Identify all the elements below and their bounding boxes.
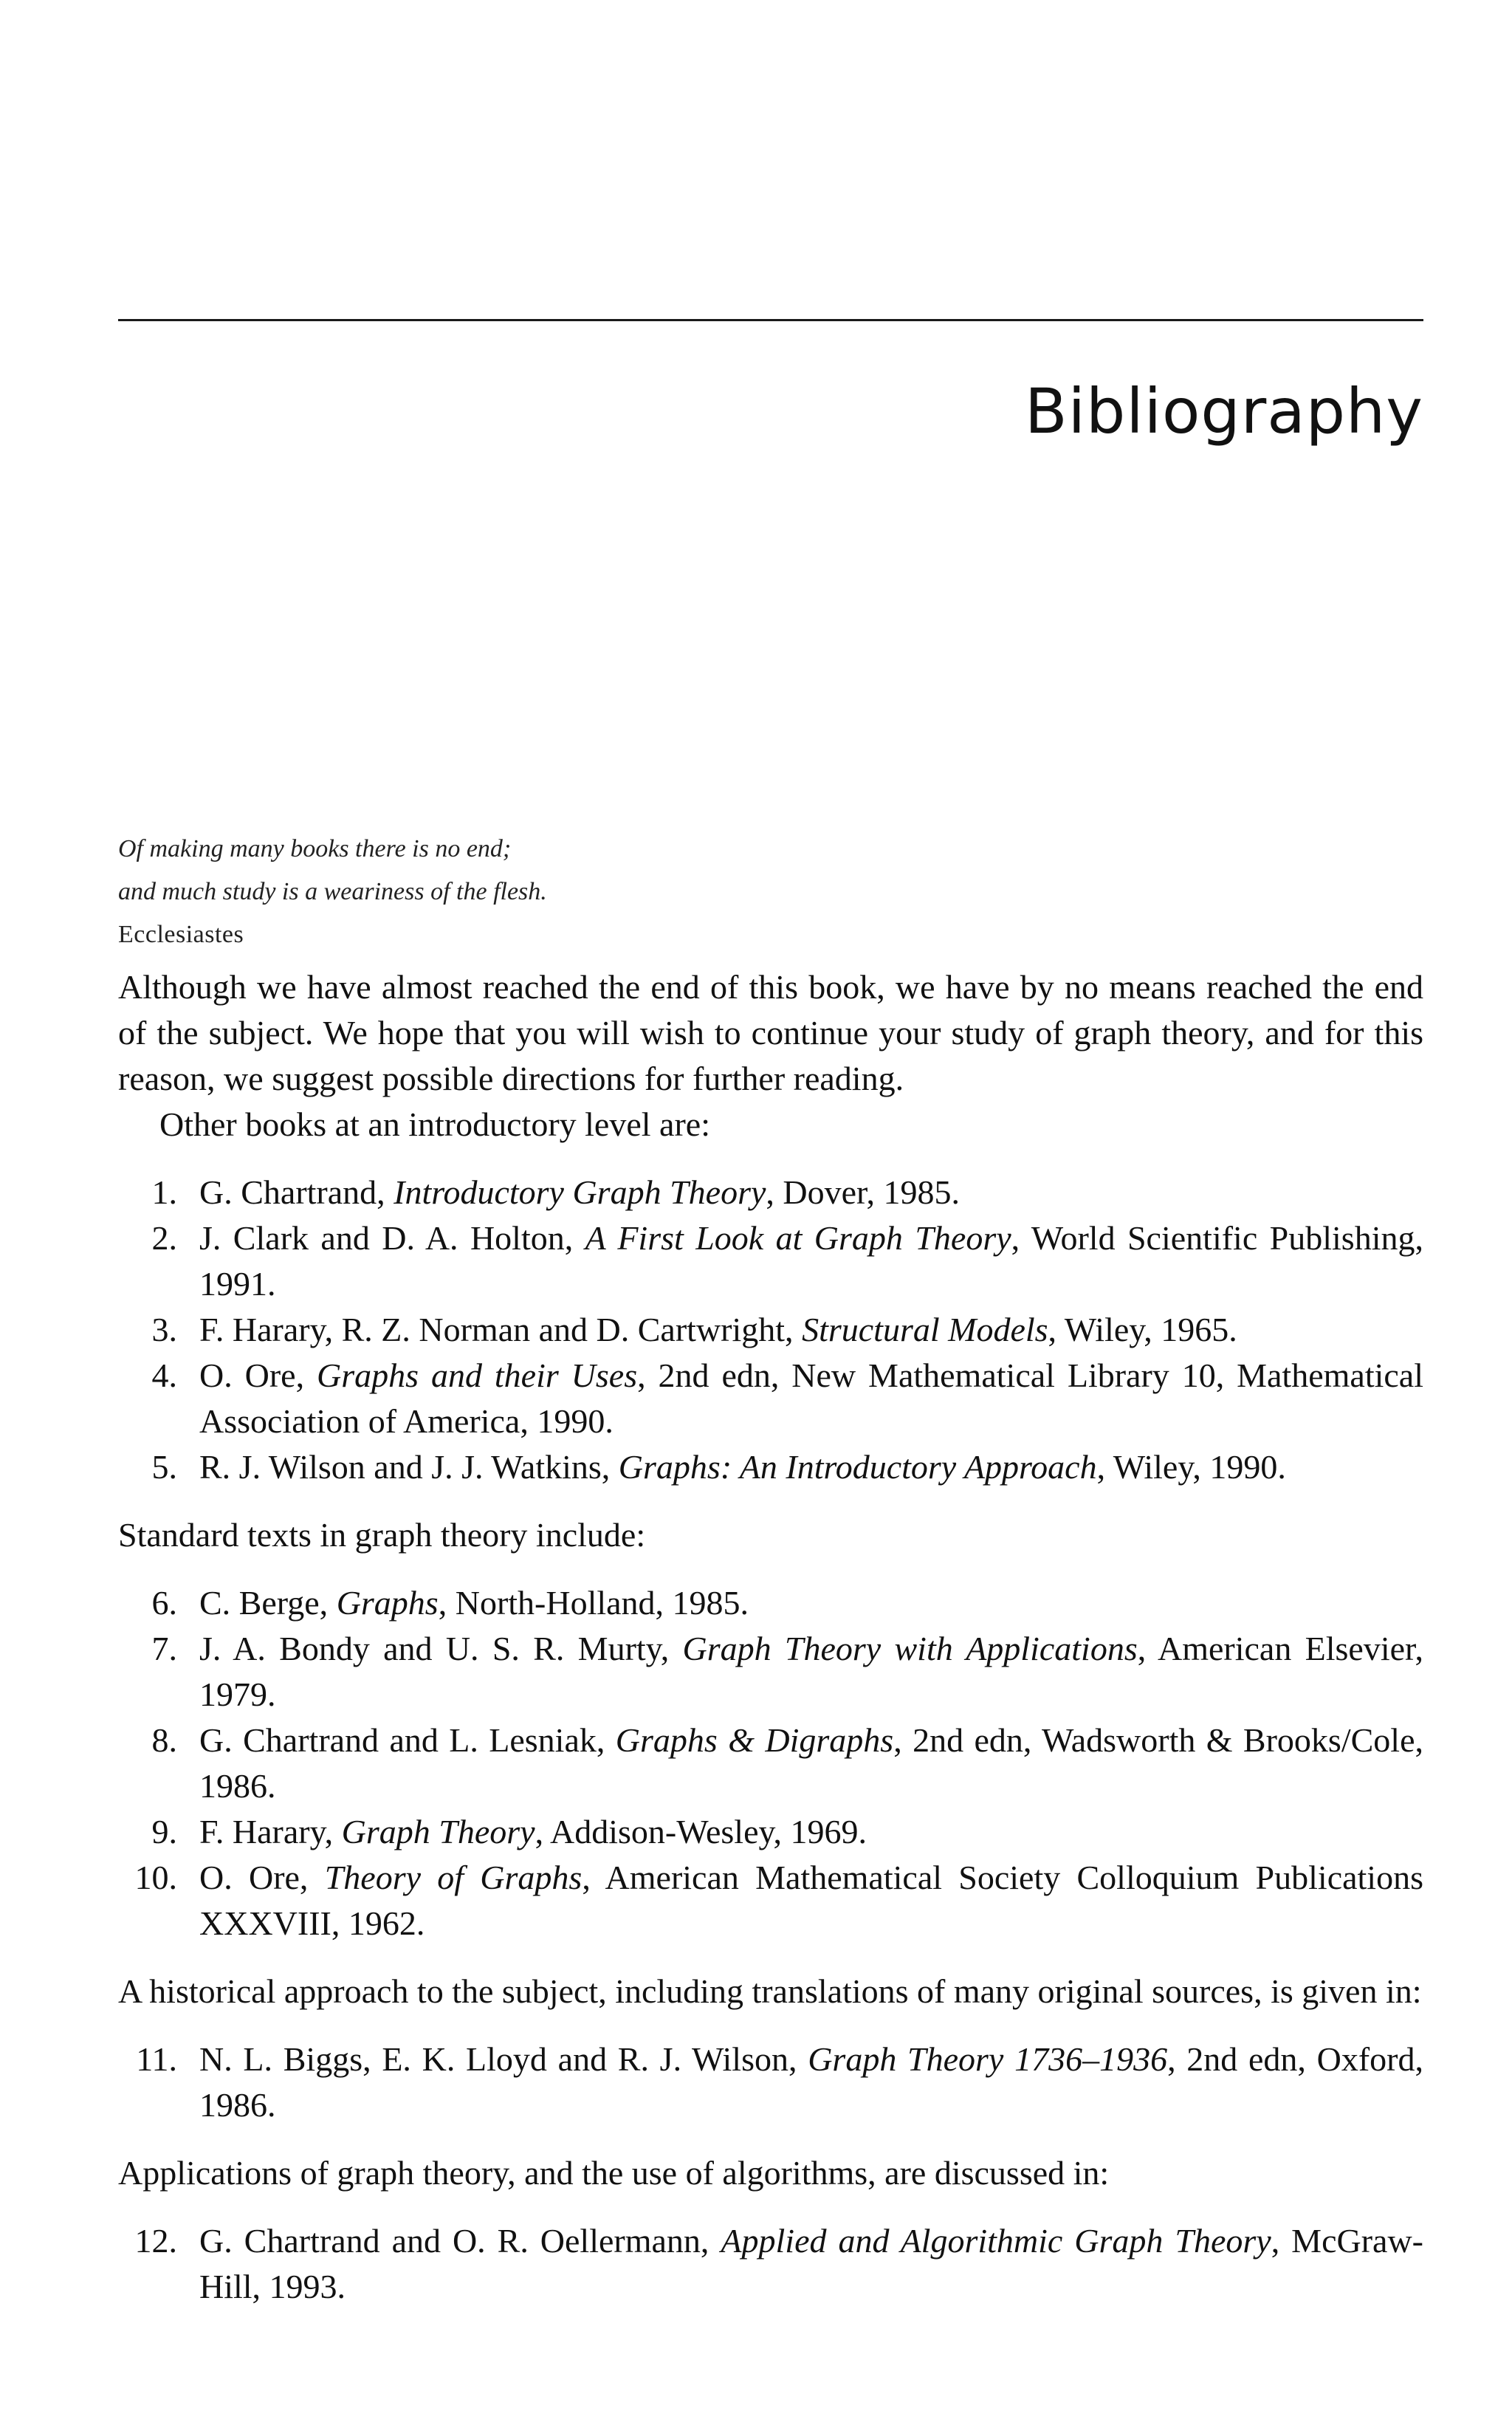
reference-number: 11. xyxy=(136,2040,177,2078)
reference-title: Graph Theory xyxy=(341,1813,535,1850)
reference-item xyxy=(118,1626,1423,1718)
reference-title: Graphs xyxy=(336,1584,439,1622)
reference-authors: G. Chartrand and O. R. Oellermann, xyxy=(199,2222,721,2260)
reference-publisher: , North-Holland, 1985. xyxy=(438,1584,749,1622)
reference-item xyxy=(118,2218,1423,2310)
reference-authors: G. Chartrand, xyxy=(199,1173,394,1211)
reference-publisher: , Wiley, 1965. xyxy=(1048,1311,1237,1348)
epigraph-line-2: and much study is a weariness of the flesh. xyxy=(118,878,547,905)
reference-number: 6. xyxy=(151,1584,177,1622)
applications-lead: Applications of graph theory, and the use of algorithms, are discussed in: xyxy=(118,2154,1110,2192)
reference-authors: N. L. Biggs, E. K. Lloyd and R. J. Wilson, xyxy=(199,2040,808,2078)
reference-item xyxy=(118,1215,1423,1307)
reference-number: 9. xyxy=(151,1813,177,1850)
introductory-lead: Other books at an introductory level are: xyxy=(159,1105,710,1143)
reference-authors: C. Berge, xyxy=(199,1584,337,1622)
introductory-list xyxy=(118,1170,1423,1490)
reference-publisher: , Addison-Wesley, 1969. xyxy=(535,1813,867,1850)
reference-number: 1. xyxy=(151,1173,177,1211)
reference-publisher: , 2nd edn, Oxford, 1986. xyxy=(199,2040,1423,2124)
reference-title: Applied and Algorithmic Graph Theory xyxy=(721,2222,1271,2260)
reference-number: 8. xyxy=(151,1721,177,1759)
reference-authors: J. Clark and D. A. Holton, xyxy=(199,1219,585,1257)
reference-item xyxy=(118,1170,1423,1215)
reference-item xyxy=(118,1353,1423,1444)
reference-item xyxy=(118,1718,1423,1809)
reference-authors: J. A. Bondy and U. S. R. Murty, xyxy=(199,1630,683,1667)
reference-number: 10. xyxy=(134,1859,177,1896)
reference-publisher: , Dover, 1985. xyxy=(766,1173,961,1211)
reference-item xyxy=(118,1444,1423,1490)
reference-title: Graph Theory 1736–1936 xyxy=(808,2040,1168,2078)
reference-item xyxy=(118,1855,1423,1946)
reference-title: Graphs and their Uses xyxy=(317,1356,638,1394)
epigraph-source: Ecclesiastes xyxy=(118,921,244,948)
epigraph xyxy=(118,828,547,956)
epigraph-line-1: Of making many books there is no end; xyxy=(118,835,512,862)
chapter-title: Bibliography xyxy=(1025,375,1423,447)
reference-publisher: , 2nd edn, New Mathematical Library 10, Mathematical Association of America, 1990. xyxy=(199,1356,1423,1440)
reference-item xyxy=(118,1809,1423,1855)
reference-title: Theory of Graphs xyxy=(324,1859,583,1896)
historical-list xyxy=(118,2037,1423,2128)
reference-number: 3. xyxy=(151,1311,177,1348)
reference-number: 4. xyxy=(151,1356,177,1394)
reference-authors: R. J. Wilson and J. J. Watkins, xyxy=(199,1448,619,1486)
reference-publisher: , Wiley, 1990. xyxy=(1096,1448,1286,1486)
reference-title: Graph Theory with Applications xyxy=(682,1630,1138,1667)
reference-authors: F. Harary, xyxy=(199,1813,342,1850)
reference-item xyxy=(118,2037,1423,2128)
reference-number: 5. xyxy=(151,1448,177,1486)
intro-paragraph: Although we have almost reached the end of this book, we have by no means reached the end of the subject. We hope that you will wish to continue your study of graph theory, and for this reason, we suggest possible directions for further reading. xyxy=(118,968,1423,1097)
reference-authors: O. Ore, xyxy=(199,1356,317,1394)
applications-list xyxy=(118,2218,1423,2310)
reference-number: 7. xyxy=(151,1630,177,1667)
reference-number: 12. xyxy=(134,2222,177,2260)
standard-texts-lead: Standard texts in graph theory include: xyxy=(118,1516,646,1554)
reference-publisher: , McGraw-Hill, 1993. xyxy=(199,2222,1423,2305)
reference-publisher: , 2nd edn, Wadsworth & Brooks/Cole, 1986. xyxy=(199,1721,1423,1805)
chapter-rule xyxy=(118,319,1423,321)
reference-publisher: , World Scientific Publishing, 1991. xyxy=(199,1219,1423,1303)
reference-authors: F. Harary, R. Z. Norman and D. Cartwright, xyxy=(199,1311,803,1348)
reference-authors: G. Chartrand and L. Lesniak, xyxy=(199,1721,616,1759)
reference-publisher: , American Elsevier, 1979. xyxy=(199,1630,1424,1713)
reference-title: Structural Models xyxy=(802,1311,1048,1348)
standard-texts-list xyxy=(118,1580,1423,1946)
page xyxy=(118,0,1423,2422)
reference-title: Introductory Graph Theory xyxy=(394,1173,766,1211)
bibliography-body xyxy=(118,964,1423,2310)
reference-item xyxy=(118,1580,1423,1626)
reference-title: Graphs & Digraphs xyxy=(615,1721,894,1759)
reference-item xyxy=(118,1307,1423,1353)
reference-number: 2. xyxy=(151,1219,177,1257)
reference-authors: O. Ore, xyxy=(199,1859,325,1896)
historical-lead: A historical approach to the subject, including translations of many original sources, is given in: xyxy=(118,1972,1422,2010)
reference-publisher: , American Mathematical Society Colloquium Publications XXXVIII, 1962. xyxy=(199,1859,1423,1942)
reference-title: A First Look at Graph Theory xyxy=(585,1219,1011,1257)
reference-title: Graphs: An Introductory Approach xyxy=(618,1448,1097,1486)
